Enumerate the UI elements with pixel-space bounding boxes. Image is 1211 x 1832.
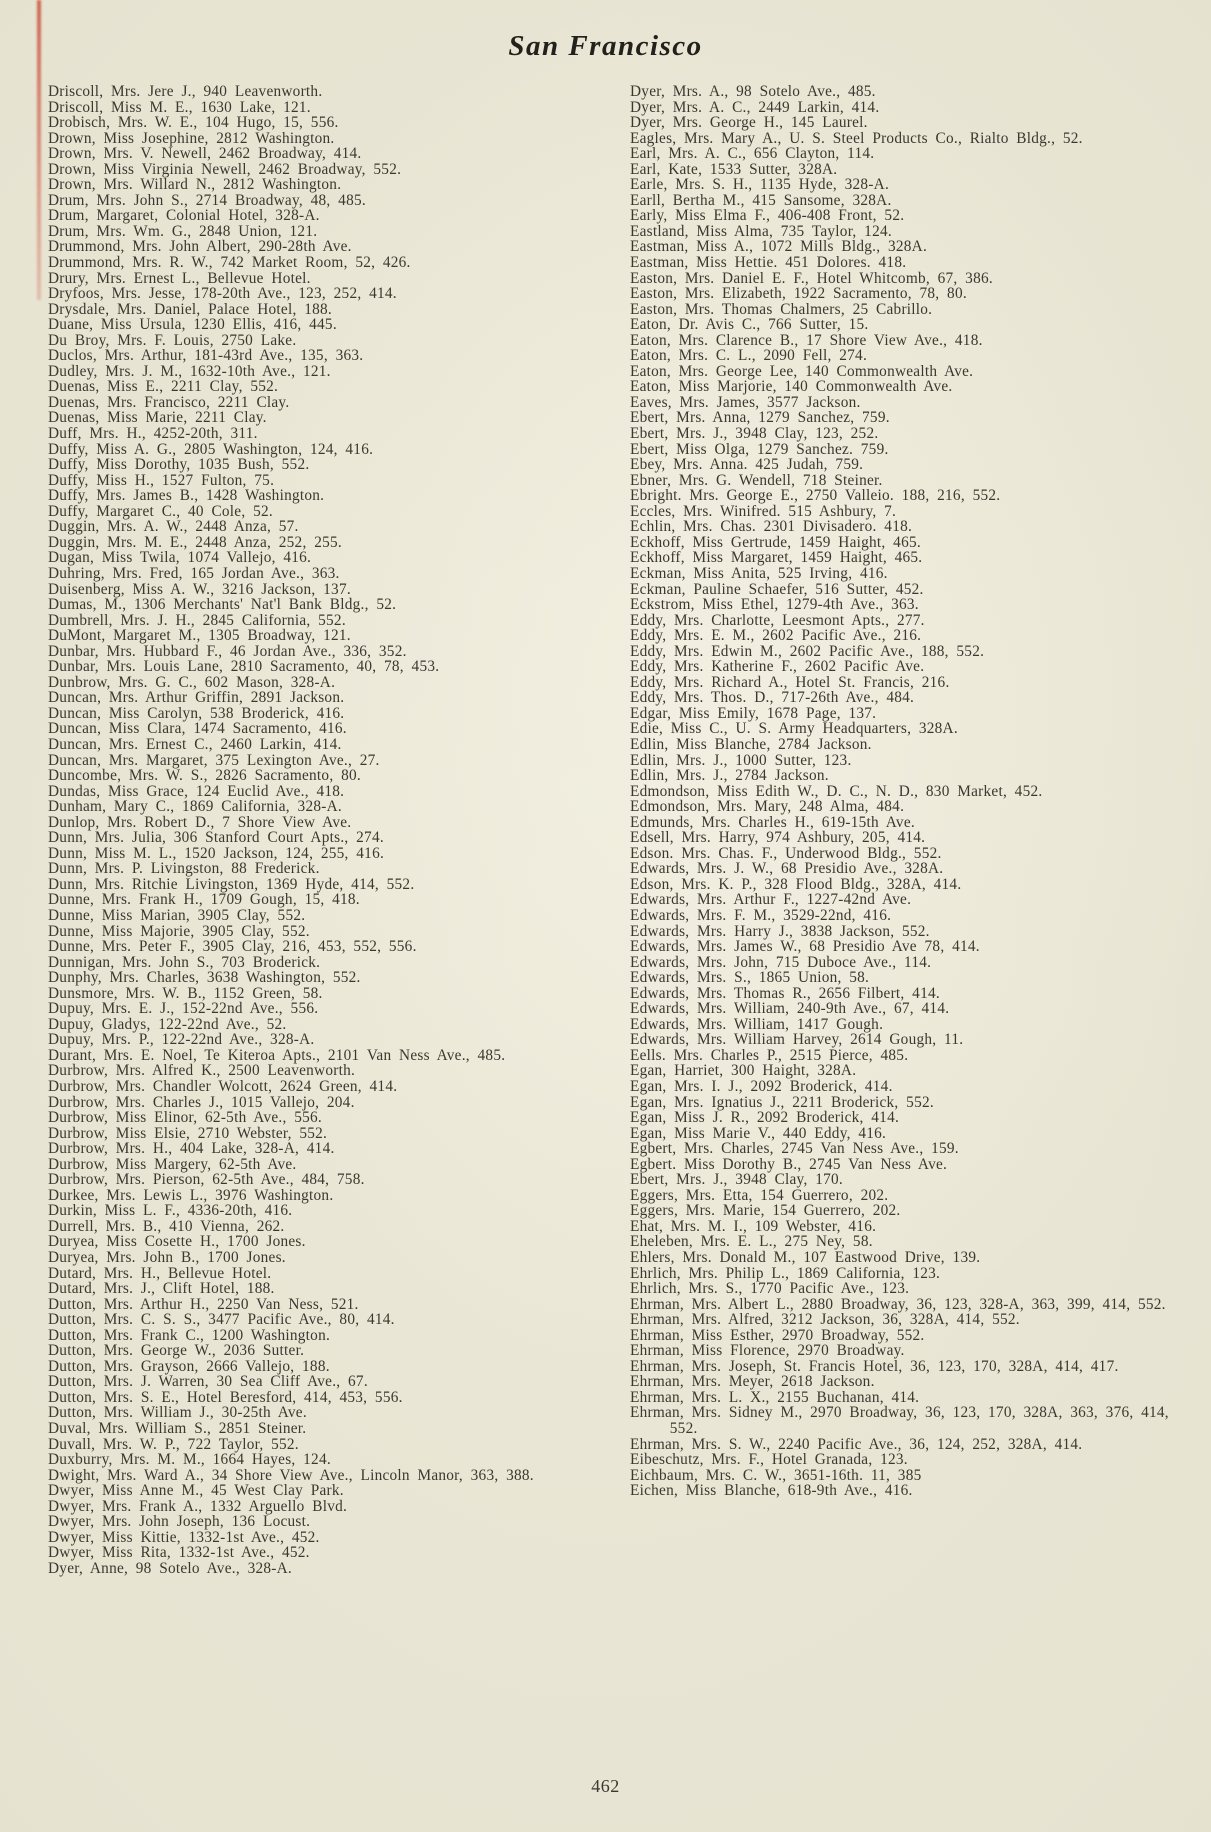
directory-entry: Dyer, Mrs. A., 98 Sotelo Ave., 485. bbox=[630, 83, 876, 100]
directory-entry: Eckhoff, Miss Gertrude, 1459 Haight, 465. bbox=[630, 533, 921, 551]
directory-entry: Ehrlich, Mrs. S., 1770 Pacific Ave., 123. bbox=[630, 1280, 910, 1298]
directory-entry: Duncan, Mrs. Margaret, 375 Lexington Ave., 27. bbox=[48, 751, 380, 769]
directory-entry: Eastman, Miss Hettie. 451 Dolores. 418. bbox=[630, 254, 907, 272]
directory-entry: Eggers, Mrs. Etta, 154 Guerrero, 202. bbox=[630, 1186, 889, 1204]
directory-entry: Dutton, Mrs. George W., 2036 Sutter. bbox=[48, 1342, 305, 1360]
directory-entry: Dunne, Mrs. Peter F., 3905 Clay, 216, 453, 552, 556. bbox=[48, 938, 417, 956]
directory-entry: Dutton, Mrs. J. Warren, 30 Sea Cliff Ave., 67. bbox=[48, 1373, 368, 1391]
directory-entry: Duclos, Mrs. Arthur, 181-43rd Ave., 135, 363. bbox=[48, 347, 364, 365]
directory-entry: Eastland, Miss Alma, 735 Taylor, 124. bbox=[630, 222, 892, 240]
directory-entry: Duenas, Mrs. Francisco, 2211 Clay. bbox=[48, 393, 290, 411]
right-column bbox=[630, 84, 1186, 1577]
directory-entry: Dunbar, Mrs. Hubbard F., 46 Jordan Ave., 336, 352. bbox=[48, 642, 407, 660]
directory-entry: Edwards, Mrs. William Harvey, 2614 Gough, 11. bbox=[630, 1031, 964, 1049]
directory-entry: Durbrow, Mrs. Alfred K., 2500 Leavenworth. bbox=[48, 1062, 356, 1080]
directory-entry: Edgar, Miss Emily, 1678 Page, 137. bbox=[630, 704, 877, 722]
directory-entry: Edson. Mrs. Chas. F., Underwood Bldg., 552. bbox=[630, 844, 942, 862]
directory-entry: Duncan, Miss Carolyn, 538 Broderick, 416. bbox=[48, 704, 345, 722]
directory-entry: Ebey, Mrs. Anna. 425 Judah, 759. bbox=[630, 456, 864, 474]
directory-entry: Ehrman, Mrs. L. X., 2155 Buchanan, 414. bbox=[630, 1388, 920, 1406]
directory-entry: Edwards, Mrs. J. W., 68 Presidio Ave., 328A. bbox=[630, 860, 944, 878]
directory-entry: Dunnigan, Mrs. John S., 703 Broderick. bbox=[48, 953, 321, 971]
directory-entry: Dwight, Mrs. Ward A., 34 Shore View Ave., Lincoln Manor, 363, 388. bbox=[48, 1466, 534, 1484]
directory-entry: Drum, Mrs. John S., 2714 Broadway, 48, 485. bbox=[48, 191, 366, 209]
directory-entry: Driscoll, Mrs. Jere J., 940 Leavenworth. bbox=[48, 83, 323, 100]
directory-entry: Duff, Mrs. H., 4252-20th, 311. bbox=[48, 425, 258, 443]
directory-entry: Earle, Mrs. S. H., 1135 Hyde, 328-A. bbox=[630, 176, 890, 194]
directory-entry: Dutton, Mrs. Grayson, 2666 Vallejo, 188. bbox=[48, 1357, 330, 1375]
directory-entry: Durbrow, Mrs. H., 404 Lake, 328-A, 414. bbox=[48, 1140, 335, 1158]
directory-entry: Eagles, Mrs. Mary A., U. S. Steel Products Co., Rialto Bldg., 52. bbox=[630, 129, 1083, 147]
directory-entry: Durbrow, Miss Margery, 62-5th Ave. bbox=[48, 1155, 297, 1173]
directory-entry: Du Broy, Mrs. F. Louis, 2750 Lake. bbox=[48, 331, 297, 349]
directory-entry: Dutton, Mrs. Arthur H., 2250 Van Ness, 521. bbox=[48, 1295, 359, 1313]
directory-entry: Eaton, Miss Marjorie, 140 Commonwealth Ave. bbox=[630, 378, 953, 396]
directory-entry: Durrell, Mrs. B., 410 Vienna, 262. bbox=[48, 1217, 285, 1235]
directory-entry: Eggers, Mrs. Marie, 154 Guerrero, 202. bbox=[630, 1202, 901, 1220]
directory-entry: Eaton, Mrs. C. L., 2090 Fell, 274. bbox=[630, 347, 868, 365]
directory-entry: Dunn, Mrs. Julia, 306 Stanford Court Apts., 274. bbox=[48, 829, 384, 847]
directory-entry: Eaton, Mrs. Clarence B., 17 Shore View Ave., 418. bbox=[630, 331, 983, 349]
directory-entry: Dunbar, Mrs. Louis Lane, 2810 Sacramento, 40, 78, 453. bbox=[48, 658, 440, 676]
directory-entry: Edsell, Mrs. Harry, 974 Ashbury, 205, 414. bbox=[630, 829, 926, 847]
directory-entry: Egan, Miss Marie V., 440 Eddy, 416. bbox=[630, 1124, 887, 1142]
directory-entry: Dugan, Miss Twila, 1074 Vallejo, 416. bbox=[48, 549, 312, 567]
directory-entry: Dunne, Miss Marian, 3905 Clay, 552. bbox=[48, 906, 306, 924]
directory-entry: Duvall, Mrs. W. P., 722 Taylor, 552. bbox=[48, 1435, 299, 1453]
directory-entry: Egbert, Mrs. Charles, 2745 Van Ness Ave., 159. bbox=[630, 1140, 959, 1158]
directory-entry: Eddy, Mrs. Richard A., Hotel St. Francis, 216. bbox=[630, 673, 950, 691]
directory-entry: Dupuy, Mrs. E. J., 152-22nd Ave., 556. bbox=[48, 1000, 319, 1018]
directory-entry: Eccles, Mrs. Winifred. 515 Ashbury, 7. bbox=[630, 502, 897, 520]
directory-entry: Edwards, Mrs. S., 1865 Union, 58. bbox=[630, 969, 870, 987]
directory-entry: Duffy, Mrs. James B., 1428 Washington. bbox=[48, 487, 325, 505]
directory-entry: Dutard, Mrs. H., Bellevue Hotel. bbox=[48, 1264, 272, 1282]
directory-entry: Egbert. Miss Dorothy B., 2745 Van Ness Ave. bbox=[630, 1155, 948, 1173]
directory-entry: Drury, Mrs. Ernest L., Bellevue Hotel. bbox=[48, 269, 311, 287]
left-column bbox=[48, 84, 604, 1577]
directory-entry: Ehrman, Miss Esther, 2970 Broadway, 552. bbox=[630, 1326, 925, 1344]
directory-entry: Duncan, Mrs. Ernest C., 2460 Larkin, 414. bbox=[48, 735, 342, 753]
directory-entry: Eastman, Miss A., 1072 Mills Bldg., 328A. bbox=[630, 238, 928, 256]
directory-entry: Ehrman, Mrs. S. W., 2240 Pacific Ave., 36, 124, 252, 328A, 414. bbox=[630, 1435, 1083, 1453]
directory-entry: Dwyer, Miss Rita, 1332-1st Ave., 452. bbox=[48, 1544, 310, 1562]
directory-entry: Duggin, Mrs. M. E., 2448 Anza, 252, 255. bbox=[48, 533, 342, 551]
directory-entry: Edie, Miss C., U. S. Army Headquarters, 328A. bbox=[630, 720, 958, 738]
directory-entry: Egan, Mrs. I. J., 2092 Broderick, 414. bbox=[630, 1078, 893, 1095]
directory-entry: Eaton, Dr. Avis C., 766 Sutter, 15. bbox=[630, 316, 869, 334]
directory-entry: Ehrlich, Mrs. Philip L., 1869 California, 123. bbox=[630, 1264, 941, 1282]
directory-entry: Eheleben, Mrs. E. L., 275 Ney, 58. bbox=[630, 1233, 873, 1251]
directory-entry: Dunbrow, Mrs. G. C., 602 Mason, 328-A. bbox=[48, 673, 336, 691]
directory-entry: Dudley, Mrs. J. M., 1632-10th Ave., 121. bbox=[48, 362, 331, 380]
directory-entry: Duryea, Mrs. John B., 1700 Jones. bbox=[48, 1249, 286, 1267]
directory-entry: Dutard, Mrs. J., Clift Hotel, 188. bbox=[48, 1280, 275, 1298]
directory-entry: Eells. Mrs. Charles P., 2515 Pierce, 485. bbox=[630, 1046, 909, 1064]
directory-entry: Drum, Margaret, Colonial Hotel, 328-A. bbox=[48, 207, 320, 225]
directory-entry: Edwards, Mrs. William, 240-9th Ave., 67, 414. bbox=[630, 1000, 950, 1018]
directory-entry: Edwards, Mrs. F. M., 3529-22nd, 416. bbox=[630, 906, 892, 924]
directory-entry: Dunham, Mary C., 1869 California, 328-A. bbox=[48, 798, 342, 816]
directory-entry: Duncan, Mrs. Arthur Griffin, 2891 Jackson. bbox=[48, 689, 345, 707]
directory-entry: Echlin, Mrs. Chas. 2301 Divisadero. 418. bbox=[630, 518, 913, 536]
directory-entry: Dumbrell, Mrs. J. H., 2845 California, 552. bbox=[48, 611, 346, 629]
directory-entry: Ebert, Mrs. Anna, 1279 Sanchez, 759. bbox=[630, 409, 890, 427]
directory-entry: Durkee, Mrs. Lewis L., 3976 Washington. bbox=[48, 1186, 334, 1204]
directory-entry: Dutton, Mrs. S. E., Hotel Beresford, 414, 453, 556. bbox=[48, 1388, 403, 1406]
directory-entry: Edwards, Mrs. Thomas R., 2656 Filbert, 414. bbox=[630, 984, 940, 1002]
directory-entry: Eckhoff, Miss Margaret, 1459 Haight, 465. bbox=[630, 549, 923, 567]
directory-entry: Duncan, Miss Clara, 1474 Sacramento, 416. bbox=[48, 720, 347, 738]
directory-entry: Durbrow, Miss Elsie, 2710 Webster, 552. bbox=[48, 1124, 328, 1142]
directory-entry: Dwyer, Mrs. John Joseph, 136 Locust. bbox=[48, 1513, 311, 1531]
directory-entry: Drummond, Mrs. R. W., 742 Market Room, 52, 426. bbox=[48, 254, 411, 272]
directory-entry: Edlin, Mrs. J., 2784 Jackson. bbox=[630, 767, 829, 785]
directory-entry: Easton, Mrs. Elizabeth, 1922 Sacramento, 78, 80. bbox=[630, 285, 967, 303]
directory-entry: Edwards, Mrs. Arthur F., 1227-42nd Ave. bbox=[630, 891, 912, 909]
directory-entry: Dyer, Mrs. A. C., 2449 Larkin, 414. bbox=[630, 98, 880, 116]
directory-entry: Edmondson, Miss Edith W., D. C., N. D., 830 Market, 452. bbox=[630, 782, 1043, 800]
directory-entry: Durant, Mrs. E. Noel, Te Kiteroa Apts., 2101 Van Ness Ave., 485. bbox=[48, 1046, 506, 1064]
directory-entry: Ehlers, Mrs. Donald M., 107 Eastwood Drive, 139. bbox=[630, 1249, 981, 1267]
directory-columns bbox=[48, 84, 1188, 1577]
directory-entry: Dumas, M., 1306 Merchants' Nat'l Bank Bldg., 52. bbox=[48, 596, 397, 614]
directory-entry: Duane, Miss Ursula, 1230 Ellis, 416, 445. bbox=[48, 316, 337, 334]
directory-entry: Edlin, Mrs. J., 1000 Sutter, 123. bbox=[630, 751, 852, 769]
directory-entry: Dunne, Miss Majorie, 3905 Clay, 552. bbox=[48, 922, 310, 940]
directory-entry: Eckman, Pauline Schaefer, 516 Sutter, 452. bbox=[630, 580, 924, 598]
directory-entry: Eichbaum, Mrs. C. W., 3651-16th. 11, 385 bbox=[630, 1466, 922, 1484]
page-title: San Francisco bbox=[508, 30, 703, 62]
directory-entry: Duncombe, Mrs. W. S., 2826 Sacramento, 80. bbox=[48, 767, 361, 785]
directory-entry: Eibeschutz, Mrs. F., Hotel Granada, 123. bbox=[630, 1451, 908, 1469]
directory-entry: Dyer, Mrs. George H., 145 Laurel. bbox=[630, 114, 868, 132]
directory-entry: Eckman, Miss Anita, 525 Irving, 416. bbox=[630, 564, 888, 582]
directory-entry: Ehrman, Mrs. Alfred, 3212 Jackson, 36, 328A, 414, 552. bbox=[630, 1311, 1020, 1329]
directory-entry: Eddy, Mrs. Katherine F., 2602 Pacific Ave. bbox=[630, 658, 925, 676]
directory-entry: Drysdale, Mrs. Daniel, Palace Hotel, 188. bbox=[48, 300, 332, 318]
directory-entry: Ehrman, Mrs. Joseph, St. Francis Hotel, 36, 123, 170, 328A, 414, 417. bbox=[630, 1357, 1119, 1375]
directory-entry: Dyer, Anne, 98 Sotelo Ave., 328-A. bbox=[48, 1559, 292, 1577]
directory-entry: Early, Miss Elma F., 406-408 Front, 52. bbox=[630, 207, 905, 225]
directory-entry: Eddy, Mrs. Charlotte, Leesmont Apts., 277. bbox=[630, 611, 925, 629]
page-number: 462 bbox=[591, 1776, 620, 1796]
directory-entry: Earll, Bertha M., 415 Sansome, 328A. bbox=[630, 191, 892, 209]
directory-entry: Edwards, Mrs. John, 715 Duboce Ave., 114. bbox=[630, 953, 932, 971]
directory-entry: Drown, Miss Virginia Newell, 2462 Broadway, 552. bbox=[48, 160, 402, 178]
directory-entry: Ebert, Miss Olga, 1279 Sanchez. 759. bbox=[630, 440, 889, 458]
directory-entry: Dupuy, Mrs. P., 122-22nd Ave., 328-A. bbox=[48, 1031, 315, 1049]
directory-entry: Dryfoos, Mrs. Jesse, 178-20th Ave., 123, 252, 414. bbox=[48, 285, 397, 303]
directory-entry: Dwyer, Miss Kittie, 1332-1st Ave., 452. bbox=[48, 1528, 320, 1546]
directory-entry: Drown, Mrs. V. Newell, 2462 Broadway, 414. bbox=[48, 145, 362, 163]
directory-entry: Duryea, Miss Cosette H., 1700 Jones. bbox=[48, 1233, 306, 1251]
directory-entry: Easton, Mrs. Thomas Chalmers, 25 Cabrillo. bbox=[630, 300, 933, 318]
directory-entry: Eckstrom, Miss Ethel, 1279-4th Ave., 363. bbox=[630, 596, 919, 614]
directory-entry: Drown, Miss Josephine, 2812 Washington. bbox=[48, 129, 335, 147]
directory-entry: Duffy, Miss H., 1527 Fulton, 75. bbox=[48, 471, 275, 489]
directory-entry: Egan, Miss J. R., 2092 Broderick, 414. bbox=[630, 1109, 900, 1127]
directory-entry: Dwyer, Miss Anne M., 45 West Clay Park. bbox=[48, 1482, 344, 1500]
directory-entry: Ehrman, Mrs. Sidney M., 2970 Broadway, 36, 123, 170, 328A, 363, 376, 414, 552. bbox=[630, 1404, 1169, 1438]
directory-entry: Eaves, Mrs. James, 3577 Jackson. bbox=[630, 393, 861, 411]
directory-entry: Dunn, Miss M. L., 1520 Jackson, 124, 255, 416. bbox=[48, 844, 385, 862]
directory-entry: Dunsmore, Mrs. W. B., 1152 Green, 58. bbox=[48, 984, 323, 1002]
directory-entry: Durbrow, Miss Elinor, 62-5th Ave., 556. bbox=[48, 1109, 322, 1127]
directory-entry: Drobisch, Mrs. W. E., 104 Hugo, 15, 556. bbox=[48, 114, 339, 132]
directory-entry: Dunne, Mrs. Frank H., 1709 Gough, 15, 418. bbox=[48, 891, 360, 909]
directory-entry: Drum, Mrs. Wm. G., 2848 Union, 121. bbox=[48, 222, 318, 240]
directory-entry: Ebner, Mrs. G. Wendell, 718 Steiner. bbox=[630, 471, 883, 489]
directory-entry: Duisenberg, Miss A. W., 3216 Jackson, 137. bbox=[48, 580, 351, 598]
directory-entry: Ehrman, Miss Florence, 2970 Broadway. bbox=[630, 1342, 905, 1360]
directory-entry: Duxburry, Mrs. M. M., 1664 Hayes, 124. bbox=[48, 1451, 331, 1469]
directory-entry: Edwards, Mrs. James W., 68 Presidio Ave 78, 414. bbox=[630, 938, 980, 956]
directory-entry: Eddy, Mrs. Edwin M., 2602 Pacific Ave., 188, 552. bbox=[630, 642, 985, 660]
directory-entry: Dutton, Mrs. C. S. S., 3477 Pacific Ave., 80, 414. bbox=[48, 1311, 395, 1329]
directory-entry: Driscoll, Miss M. E., 1630 Lake, 121. bbox=[48, 98, 311, 116]
directory-entry: Duval, Mrs. William S., 2851 Steiner. bbox=[48, 1420, 307, 1438]
directory-entry: Duffy, Miss A. G., 2805 Washington, 124, 416. bbox=[48, 440, 374, 458]
directory-entry: Edmondson, Mrs. Mary, 248 Alma, 484. bbox=[630, 798, 905, 816]
directory-entry: Dutton, Mrs. William J., 30-25th Ave. bbox=[48, 1404, 307, 1422]
directory-entry: Durbrow, Mrs. Charles J., 1015 Vallejo, 204. bbox=[48, 1093, 355, 1111]
directory-entry: Eddy, Mrs. E. M., 2602 Pacific Ave., 216. bbox=[630, 627, 922, 645]
directory-entry: Ebright. Mrs. George E., 2750 Valleio. 188, 216, 552. bbox=[630, 487, 1001, 505]
directory-entry: Edmunds, Mrs. Charles H., 619-15th Ave. bbox=[630, 813, 915, 831]
directory-entry: Dutton, Mrs. Frank C., 1200 Washington. bbox=[48, 1326, 331, 1344]
directory-entry: Ebert, Mrs. J., 3948 Clay, 170. bbox=[630, 1171, 843, 1189]
directory-entry: Duffy, Margaret C., 40 Cole, 52. bbox=[48, 502, 273, 520]
directory-entry: Edlin, Miss Blanche, 2784 Jackson. bbox=[630, 735, 872, 753]
directory-entry: Dunlop, Mrs. Robert D., 7 Shore View Ave. bbox=[48, 813, 352, 831]
directory-entry: Ebert, Mrs. J., 3948 Clay, 123, 252. bbox=[630, 425, 879, 443]
directory-entry: Egan, Mrs. Ignatius J., 2211 Broderick, 552. bbox=[630, 1093, 934, 1111]
directory-entry: Ehrman, Mrs. Meyer, 2618 Jackson. bbox=[630, 1373, 875, 1391]
directory-entry: Duenas, Miss Marie, 2211 Clay. bbox=[48, 409, 267, 427]
directory-entry: Edson, Mrs. K. P., 328 Flood Bldg., 328A, 414. bbox=[630, 875, 962, 893]
directory-entry: Ehrman, Mrs. Albert L., 2880 Broadway, 36, 123, 328-A, 363, 399, 414, 552. bbox=[630, 1295, 1166, 1313]
directory-entry: Dunn, Mrs. Ritchie Livingston, 1369 Hyde, 414, 552. bbox=[48, 875, 415, 893]
directory-entry: Durbrow, Mrs. Pierson, 62-5th Ave., 484, 758. bbox=[48, 1171, 365, 1189]
directory-entry: Easton, Mrs. Daniel E. F., Hotel Whitcomb, 67, 386. bbox=[630, 269, 993, 287]
directory-entry: Eddy, Mrs. Thos. D., 717-26th Ave., 484. bbox=[630, 689, 915, 707]
directory-entry: Duffy, Miss Dorothy, 1035 Bush, 552. bbox=[48, 456, 310, 474]
directory-entry: Edwards, Mrs. William, 1417 Gough. bbox=[630, 1015, 884, 1033]
directory-entry: Duenas, Miss E., 2211 Clay, 552. bbox=[48, 378, 279, 396]
directory-entry: Durkin, Miss L. F., 4336-20th, 416. bbox=[48, 1202, 293, 1220]
directory-entry: Eichen, Miss Blanche, 618-9th Ave., 416. bbox=[630, 1482, 913, 1500]
directory-entry: Ehat, Mrs. M. I., 109 Webster, 416. bbox=[630, 1217, 877, 1235]
directory-entry: Dwyer, Mrs. Frank A., 1332 Arguello Blvd. bbox=[48, 1497, 348, 1515]
directory-entry: Dundas, Miss Grace, 124 Euclid Ave., 418. bbox=[48, 782, 345, 800]
directory-entry: Duhring, Mrs. Fred, 165 Jordan Ave., 363. bbox=[48, 564, 340, 582]
directory-entry: Duggin, Mrs. A. W., 2448 Anza, 57. bbox=[48, 518, 299, 536]
directory-entry: Durbrow, Mrs. Chandler Wolcott, 2624 Green, 414. bbox=[48, 1078, 398, 1095]
directory-entry: Eaton, Mrs. George Lee, 140 Commonwealth Ave. bbox=[630, 362, 974, 380]
directory-entry: DuMont, Margaret M., 1305 Broadway, 121. bbox=[48, 627, 351, 645]
directory-entry: Egan, Harriet, 300 Haight, 328A. bbox=[630, 1062, 857, 1080]
directory-entry: Edwards, Mrs. Harry J., 3838 Jackson, 552. bbox=[630, 922, 930, 940]
directory-entry: Dunphy, Mrs. Charles, 3638 Washington, 552. bbox=[48, 969, 361, 987]
directory-entry: Drown, Mrs. Willard N., 2812 Washington. bbox=[48, 176, 342, 194]
directory-entry: Dunn, Mrs. P. Livingston, 88 Frederick. bbox=[48, 860, 320, 878]
directory-entry: Drummond, Mrs. John Albert, 290-28th Ave. bbox=[48, 238, 352, 256]
directory-entry: Earl, Kate, 1533 Sutter, 328A. bbox=[630, 160, 838, 178]
directory-entry: Dupuy, Gladys, 122-22nd Ave., 52. bbox=[48, 1015, 287, 1033]
directory-entry: Earl, Mrs. A. C., 656 Clayton, 114. bbox=[630, 145, 875, 163]
